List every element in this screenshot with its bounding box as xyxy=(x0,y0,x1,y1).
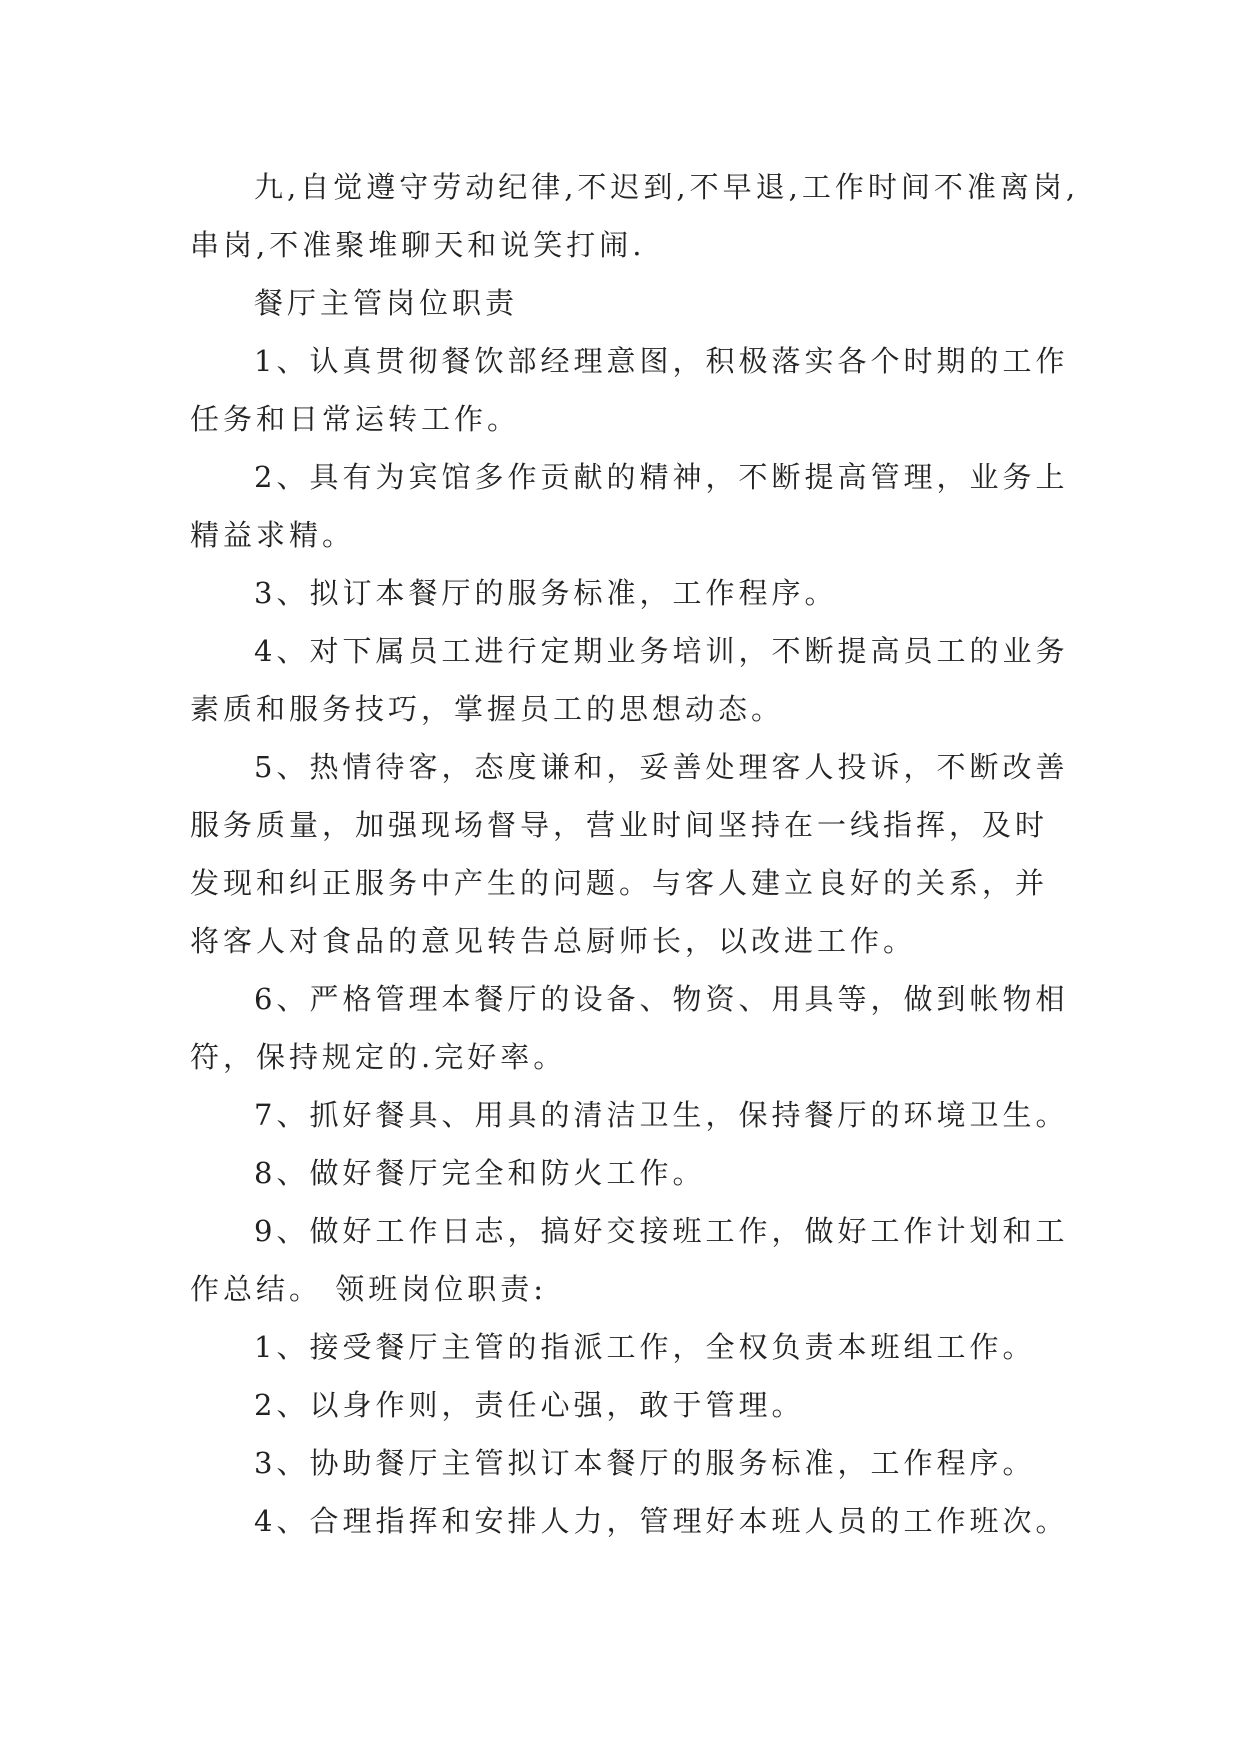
paragraph-duty-5: 5、热情待客，态度谦和，妥善处理客人投诉，不断改善服务质量，加强现场督导，营业时间坚持在一线指挥，及时发现和纠正服务中产生的问题。与客人建立良好的关系，并将客人对食品的意见转告总厨师长，以改进工作。 xyxy=(190,750,1069,958)
paragraph-labor-discipline: 九,自觉遵守劳动纪律,不迟到,不早退,工作时间不准离岗,串岗,不准聚堆聊天和说笑打闹. xyxy=(190,170,1080,262)
paragraph-duty-4: 4、对下属员工进行定期业务培训，不断提高员工的业务素质和服务技巧，掌握员工的思想动态。 xyxy=(190,634,1069,726)
paragraph-duty-2: 2、具有为宾馆多作贡献的精神，不断提高管理，业务上精益求精。 xyxy=(190,460,1069,552)
paragraph-leader-duty-2: 2、以身作则，责任心强，敢于管理。 xyxy=(254,1388,805,1422)
paragraph-duty-8: 8、做好餐厅完全和防火工作。 xyxy=(254,1156,706,1190)
paragraph-leader-duty-4: 4、合理指挥和安排人力，管理好本班人员的工作班次。 xyxy=(254,1504,1069,1538)
paragraph-duty-3: 3、拟订本餐厅的服务标准，工作程序。 xyxy=(254,576,838,610)
section-heading-restaurant-supervisor: 餐厅主管岗位职责 xyxy=(254,286,519,320)
paragraph-duty-7: 7、抓好餐具、用具的清洁卫生，保持餐厅的环境卫生。 xyxy=(254,1098,1069,1132)
paragraph-duty-6: 6、严格管理本餐厅的设备、物资、用具等，做到帐物相符，保持规定的.完好率。 xyxy=(190,982,1069,1074)
paragraph-leader-duty-1: 1、接受餐厅主管的指派工作，全权负责本班组工作。 xyxy=(254,1330,1036,1364)
document-body xyxy=(190,158,1080,1550)
paragraph-duty-9: 9、做好工作日志，搞好交接班工作，做好工作计划和工作总结。 领班岗位职责: xyxy=(190,1214,1069,1306)
paragraph-duty-1: 1、认真贯彻餐饮部经理意图，积极落实各个时期的工作任务和日常运转工作。 xyxy=(190,344,1069,436)
paragraph-leader-duty-3: 3、协助餐厅主管拟订本餐厅的服务标准，工作程序。 xyxy=(254,1446,1036,1480)
